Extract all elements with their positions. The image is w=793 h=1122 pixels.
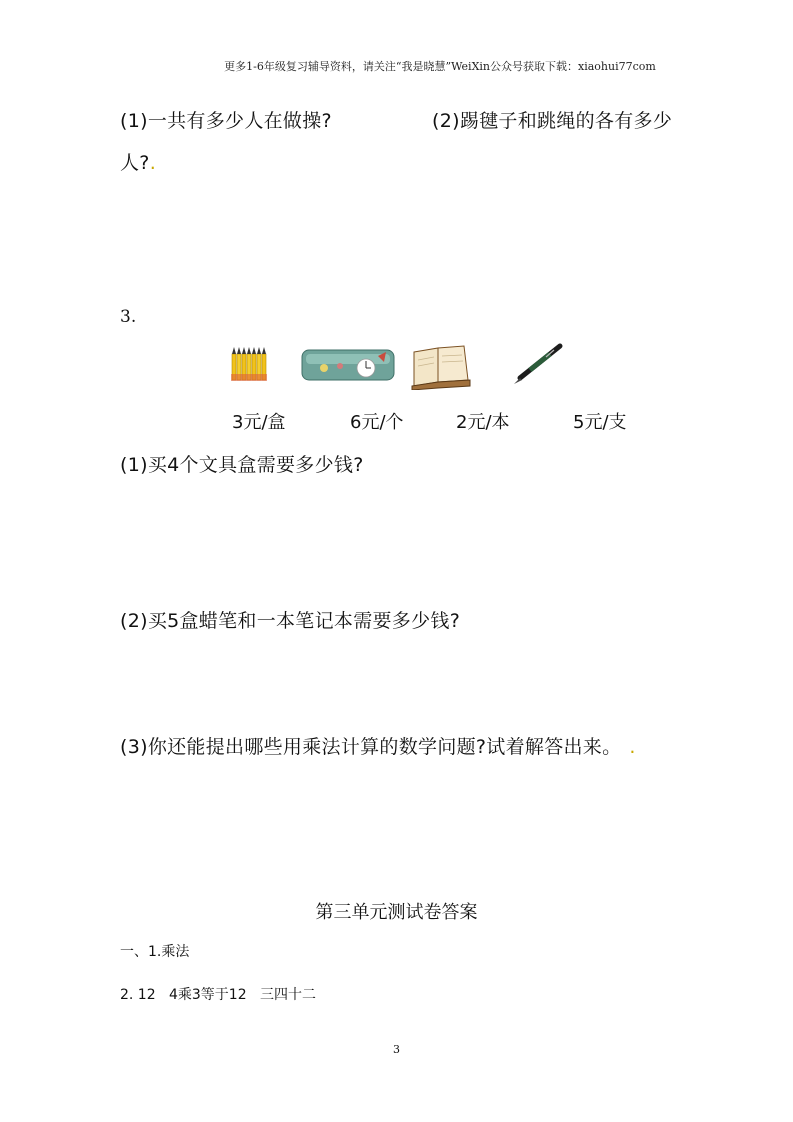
price-notebook: 2元/本 — [456, 412, 510, 433]
answer-line-2: 2. 12 4乘3等于12 三四十二 — [120, 987, 316, 1003]
pen-icon — [510, 342, 566, 386]
question-3-3 — [120, 732, 636, 759]
stray-dot: . — [149, 152, 157, 174]
question-2-2-text: 人? — [120, 152, 150, 174]
question-2-2-line2 — [120, 148, 156, 175]
question-3-2: (2)买5盒蜡笔和一本笔记本需要多少钱? — [120, 610, 461, 632]
question-2-2-line1: (2)踢毽子和跳绳的各有多少 — [432, 110, 673, 132]
question-2-1: (1)一共有多少人在做操? — [120, 110, 332, 132]
problem-3-number: 3. — [120, 307, 137, 327]
page-number: 3 — [393, 1043, 400, 1056]
question-3-1: (1)买4个文具盒需要多少钱? — [120, 454, 364, 476]
notebook-icon — [408, 342, 472, 390]
stray-dot: . — [629, 736, 636, 758]
price-pen: 5元/支 — [573, 412, 627, 433]
price-pencil-case: 6元/个 — [350, 412, 404, 433]
page-header: 更多1-6年级复习辅导资料，请关注“我是晓慧”WeiXin公众号获取下载：xiaohui77com — [224, 60, 656, 73]
crayon-box-icon — [228, 344, 272, 386]
answer-line-1: 一、1.乘法 — [120, 944, 190, 960]
question-3-3-text: (3)你还能提出哪些用乘法计算的数学问题?试着解答出来。 — [120, 736, 622, 758]
pencil-case-icon — [300, 346, 396, 384]
price-crayon: 3元/盒 — [232, 412, 286, 433]
answers-title: 第三单元测试卷答案 — [315, 902, 478, 923]
